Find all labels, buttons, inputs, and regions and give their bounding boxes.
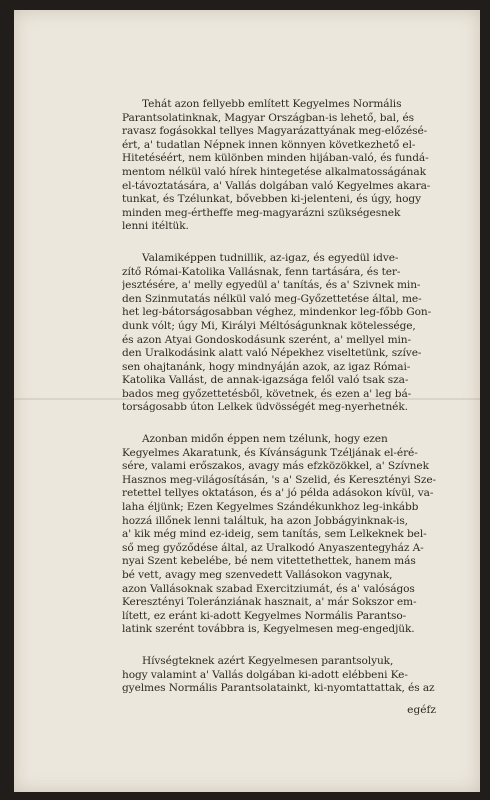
text-line: Hasznos meg-világosításán, 's a' Szelid, és Keresztényi Sze- bbox=[122, 473, 437, 486]
text-line: Valamiképpen tudnillik, az-igaz, és egyedül idve- bbox=[142, 251, 399, 264]
text-line: minden meg-értheffe meg-magyarázni szükségesnek bbox=[122, 206, 401, 219]
text-line: latink szerént továbbra is, Kegyelmesen meg-engedjük. bbox=[122, 623, 415, 636]
text-line: jesztésére, a' melly egyedül a' tanítás, és a' Szivnek min- bbox=[122, 279, 421, 292]
text-line: sére, valami erőszakos, avagy más efzközökkel, a' Szívnek bbox=[122, 460, 429, 473]
text-line: gyelmes Normális Parantsolatainkt, ki-nyomtattattak, és az bbox=[122, 682, 435, 695]
text-line: zítő Római-Katolika Vallásnak, fenn tartására, és ter- bbox=[122, 265, 401, 278]
text-line: és azon Atyai Gondoskodásunk szerént, a' mellyel min- bbox=[122, 333, 412, 346]
text-line: bados meg győzettetésből, követnek, és ezen a' leg bá- bbox=[122, 387, 412, 400]
text-line: ért, a' tudatlan Népnek innen könnyen következhető el- bbox=[122, 138, 416, 151]
text-line: Tehát azon fellyebb említett Kegyelmes Normális bbox=[142, 98, 402, 110]
text-line: sen ohajtanánk, hogy mindnyáján azok, az igaz Római- bbox=[122, 360, 411, 373]
text-line: hozzá illőnek lenni találtuk, ha azon Jobbágyinknak-is, bbox=[122, 514, 408, 527]
text-line: lített, ez eránt ki-adott Kegyelmes Normális Parantso- bbox=[122, 609, 407, 622]
text-line: Parantsolatinknak, Magyar Országban-is lehető, bal, és bbox=[122, 111, 415, 124]
document-body bbox=[122, 98, 450, 696]
text-line: ravasz fogásokkal tellyes Magyarázattyának meg-előzésé- bbox=[122, 125, 428, 138]
text-line: el-távoztatására, a' Vallás dolgában való Kegyelmes akara- bbox=[122, 179, 431, 192]
text-line: het leg-bátorságosabban véghez, mindenkor leg-főbb Gon- bbox=[122, 306, 432, 319]
text-line: azon Vallásoknak szabad Exercitziumát, és a' valóságos bbox=[122, 582, 415, 595]
text-line: Hívségteknek azért Kegyelmesen parantsolyuk, bbox=[142, 654, 394, 667]
catchword: egéfz bbox=[407, 704, 436, 716]
document-page bbox=[14, 10, 480, 792]
text-line: mentom nélkül való hírek hintegetése alkalmatosságának bbox=[122, 165, 426, 178]
text-line: a' kik még mind ez-ideig, sem tanítás, sem Lelkeknek bel- bbox=[122, 528, 427, 541]
text-line: Keresztényi Toleránziának hasznait, a' már Sokszor em- bbox=[122, 596, 417, 609]
text-line: ső meg győződése által, az Uralkodó Anyaszentegyház A- bbox=[122, 541, 424, 554]
text-line: torságosabb úton Lelkek üdvösségét meg-nyerhetnék. bbox=[122, 401, 408, 414]
text-line: den Szinmutatás nélkül való meg-Győzettetése által, me- bbox=[122, 292, 422, 305]
text-line: den Uralkodásink alatt való Népekhez viseltetünk, szíve- bbox=[122, 347, 422, 360]
text-line: Katolika Vallást, de annak-igazsága felől való tsak sza- bbox=[122, 374, 409, 387]
paragraph bbox=[122, 98, 450, 234]
text-line: Kegyelmes Akaratunk, és Kívánságunk Tzéljának el-éré- bbox=[122, 446, 418, 459]
text-line: Hitetéséért, nem különben minden hijában-való, és fundá- bbox=[122, 152, 429, 165]
text-line: nyai Szent kebelébe, bé nem vitettethettek, hanem más bbox=[122, 555, 416, 568]
text-line: bé vett, avagy meg szenvedett Vallásokon vagynak, bbox=[122, 569, 393, 581]
text-line: Azonban midőn éppen nem tzélunk, hogy ezen bbox=[142, 433, 388, 446]
text-line: hogy valamint a' Vallás dolgában ki-adott elébbeni Ke- bbox=[122, 668, 408, 681]
paragraph bbox=[122, 433, 450, 637]
text-line: lenni itéltük. bbox=[122, 220, 189, 233]
text-line: retettel tellyes oktatáson, és a' jó példa adásokon kívül, va- bbox=[122, 487, 434, 500]
text-line: laha éljünk; Ezen Kegyelmes Szándékunkhoz leg-inkább bbox=[122, 501, 419, 514]
paragraph bbox=[122, 655, 450, 696]
text-line: dunk vólt; úgy Mi, Királyi Méltóságunknak kötelessége, bbox=[122, 319, 416, 332]
text-line: tunkat, és Tzélunkat, bővebben ki-jelenteni, és úgy, hogy bbox=[122, 193, 421, 206]
paragraph bbox=[122, 252, 450, 415]
